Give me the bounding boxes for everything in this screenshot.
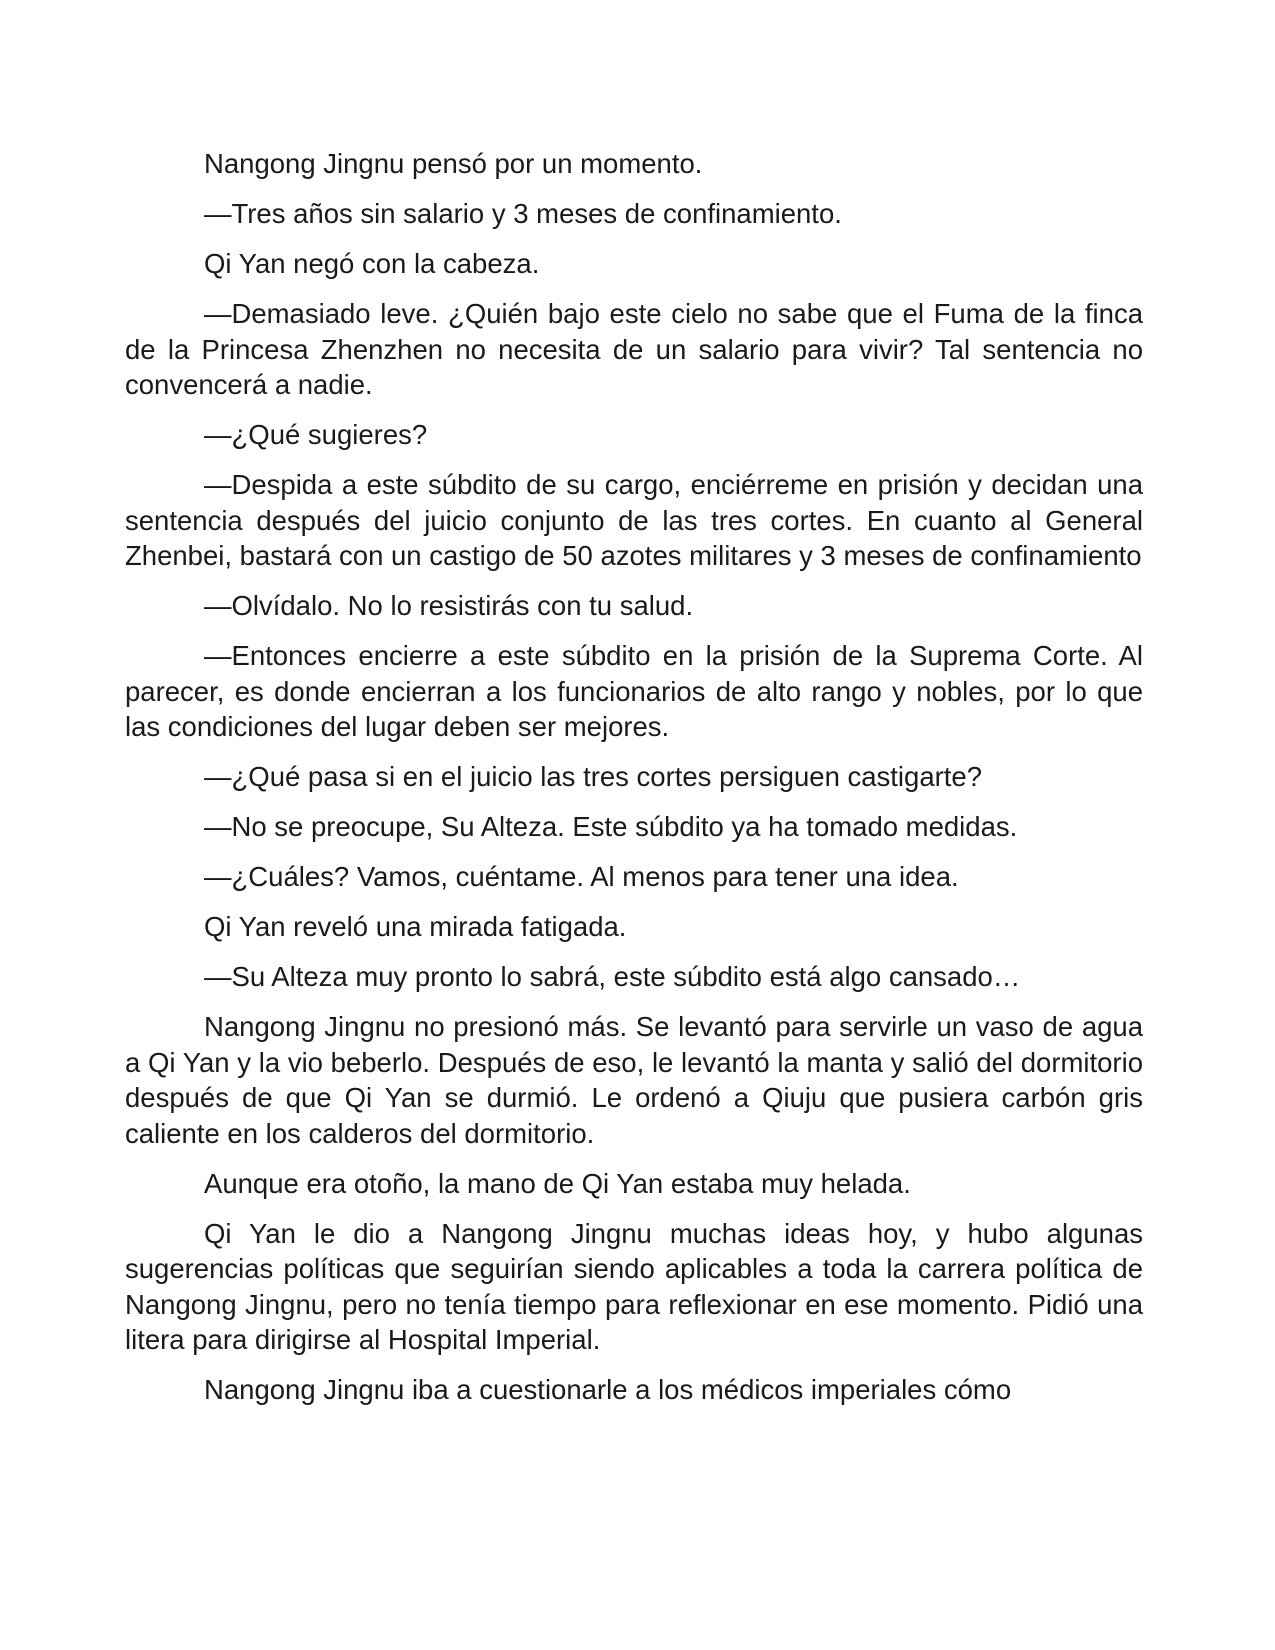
paragraph: —¿Qué pasa si en el juicio las tres cortes persiguen castigarte?	[204, 761, 983, 792]
paragraph: —Demasiado leve. ¿Quién bajo este cielo no sabe que el Fuma de la finca de la Princesa Zhenzhen no necesita de un salario para vivir? Tal sentencia no convencerá a nadie.	[125, 298, 1143, 400]
paragraph: Nangong Jingnu pensó por un momento.	[204, 148, 703, 179]
paragraph: —Olvídalo. No lo resistirás con tu salud.	[204, 590, 694, 621]
paragraph: —No se preocupe, Su Alteza. Este súbdito ya ha tomado medidas.	[204, 811, 1018, 842]
paragraph: —Su Alteza muy pronto lo sabrá, este súbdito está algo cansado…	[204, 961, 1021, 992]
paragraph: Qi Yan reveló una mirada fatigada.	[204, 911, 627, 942]
paragraph: Aunque era otoño, la mano de Qi Yan estaba muy helada.	[204, 1167, 911, 1199]
paragraph: Nangong Jingnu iba a cuestionarle a los médicos imperiales cómo	[204, 1374, 1012, 1405]
paragraph: —¿Cuáles? Vamos, cuéntame. Al menos para tener una idea.	[204, 861, 959, 892]
paragraph: —¿Qué sugieres?	[204, 419, 428, 450]
body-text	[125, 146, 1143, 1422]
paragraph: Qi Yan negó con la cabeza.	[204, 248, 540, 279]
paragraph: —Despida a este súbdito de su cargo, enciérreme en prisión y decidan una sentencia después del juicio conjunto de las tres cortes. En cuanto al General Zhenbei, bastará con un castigo de 50 azotes militares y 3 meses de confinamiento	[125, 469, 1143, 571]
paragraph: Nangong Jingnu no presionó más. Se levantó para servirle un vaso de agua a Qi Yan y la vio beberlo. Después de eso, le levantó la manta y salió del dormitorio después de que Qi Yan se durmió. Le ordenó a Qiuju que pusiera carbón gris caliente en los calderos del dormitorio.	[125, 1011, 1143, 1149]
paragraph: —Tres años sin salario y 3 meses de confinamiento.	[204, 198, 842, 229]
paragraph: Qi Yan le dio a Nangong Jingnu muchas ideas hoy, y hubo algunas sugerencias políticas que seguirían siendo aplicables a toda la carrera política de Nangong Jingnu, pero no tenía tiempo para reflexionar en ese momento. Pidió una litera para dirigirse al Hospital Imperial.	[125, 1217, 1143, 1355]
paragraph: —Entonces encierre a este súbdito en la prisión de la Suprema Corte. Al parecer, es donde encierran a los funcionarios de alto rango y nobles, por lo que las condiciones del lugar deben ser mejores.	[125, 640, 1143, 742]
